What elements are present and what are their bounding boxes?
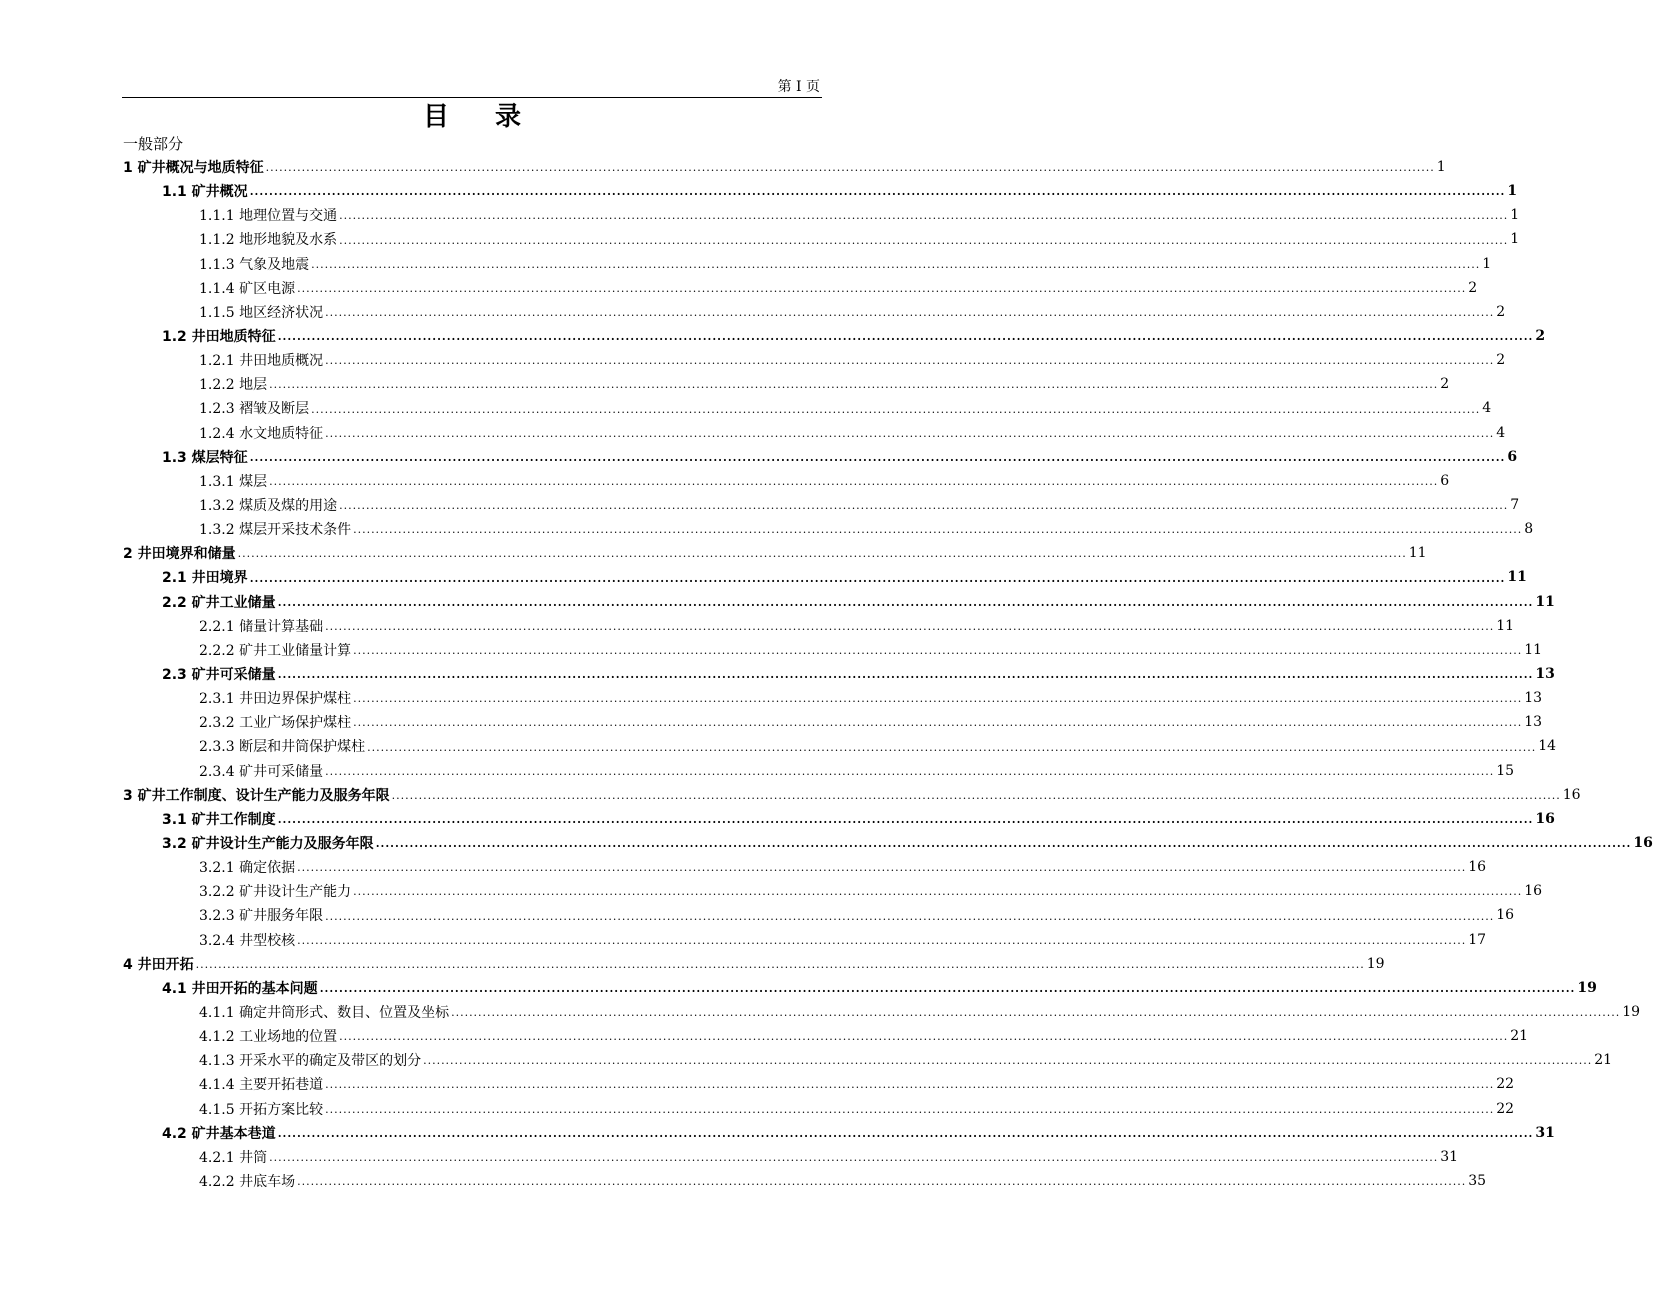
toc-entry[interactable] [0, 1169, 1487, 1193]
toc-entry[interactable] [0, 1024, 1529, 1048]
toc-dot-leader: .................................................................................................................................................................................................................................................................... [423, 1054, 1593, 1068]
toc-entry-title: 1.2.4 水文地质特征 [199, 425, 324, 442]
toc-entry-page: 11 [1507, 569, 1527, 586]
toc-entry-title: 4.1.3 开采水平的确定及带区的划分 [199, 1053, 422, 1070]
toc-dot-leader: .................................................................................................................................................................................................................................................................... [325, 1078, 1495, 1092]
toc-entry[interactable] [0, 1121, 1555, 1145]
toc-dot-leader: .................................................................................................................................................................................................................................................................... [325, 619, 1495, 633]
toc-entry[interactable] [0, 179, 1518, 203]
toc-dot-leader: .................................................................................................................................................................................................................................................................... [325, 764, 1495, 778]
toc-dot-leader: .................................................................................................................................................................................................................................................................... [297, 933, 1467, 947]
toc-entry-title: 1.3.2 煤质及煤的用途 [199, 498, 338, 515]
toc-dot-leader: .................................................................................................................................................................................................................................................................... [265, 161, 1435, 175]
toc-entry-page: 8 [1524, 521, 1534, 538]
toc-entry[interactable] [0, 276, 1478, 300]
toc-entry-title: 2.3.1 井田边界保护煤柱 [199, 691, 352, 708]
toc-entry[interactable] [0, 445, 1518, 469]
toc-entry-page: 11 [1524, 641, 1543, 658]
toc-entry-title: 2 井田境界和储量 [123, 546, 236, 563]
toc-entry[interactable] [0, 469, 1450, 493]
toc-entry-title: 2.2.1 储量计算基础 [199, 618, 324, 635]
toc-entry[interactable] [0, 348, 1506, 372]
toc-entry-title: 4.1.1 确定井筒形式、数目、位置及坐标 [199, 1004, 450, 1021]
toc-dot-leader: .................................................................................................................................................................................................................................................................... [353, 885, 1523, 899]
toc-entry[interactable] [0, 614, 1515, 638]
toc-dot-leader: .................................................................................................................................................................................................................................................................... [353, 716, 1523, 730]
toc-entry-page: 31 [1440, 1148, 1459, 1165]
toc-dot-leader: .................................................................................................................................................................................................................................................................... [237, 547, 1407, 561]
toc-dot-leader: .................................................................................................................................................................................................................................................................... [311, 257, 1481, 271]
toc-entry-page: 16 [1562, 786, 1581, 803]
toc-entry-title: 1.1 矿井概况 [162, 184, 248, 201]
toc-entry-page: 2 [1468, 279, 1478, 296]
toc-entry-title: 2.3.2 工业广场保护煤柱 [199, 715, 352, 732]
toc-entry[interactable] [0, 565, 1527, 589]
toc-dot-leader: .................................................................................................................................................................................................................................................................... [277, 330, 1534, 344]
toc-entry[interactable] [0, 493, 1520, 517]
toc-dot-leader: .................................................................................................................................................................................................................................................................... [269, 474, 1439, 488]
toc-dot-leader: .................................................................................................................................................................................................................................................................... [339, 499, 1509, 513]
toc-entry-page: 19 [1577, 979, 1597, 996]
toc-entry-page: 22 [1496, 1100, 1515, 1117]
toc-entry-title: 1.3.1 煤层 [199, 473, 268, 490]
toc-entry-title: 3 矿井工作制度、设计生产能力及服务年限 [123, 787, 390, 804]
toc-entry-title: 1.1.3 气象及地震 [199, 256, 310, 273]
toc-entry-title: 1.2.1 井田地质概况 [199, 353, 324, 370]
toc-entry[interactable] [0, 638, 1543, 662]
toc-entry-title: 4.2 矿井基本巷道 [162, 1125, 276, 1142]
toc-entry-page: 2 [1496, 352, 1506, 369]
toc-entry-page: 4 [1482, 400, 1492, 417]
toc-dot-leader: .................................................................................................................................................................................................................................................................... [375, 837, 1632, 851]
toc-entry-page: 16 [1633, 835, 1653, 851]
toc-entry-title: 1.3.2 煤层开采技术条件 [199, 522, 352, 539]
toc-entry-page: 19 [1622, 1003, 1641, 1020]
toc-entry-page: 15 [1496, 762, 1515, 779]
toc-entry-page: 31 [1535, 1124, 1555, 1141]
toc-entry-page: 21 [1594, 1052, 1613, 1069]
toc-dot-leader: .................................................................................................................................................................................................................................................................... [269, 378, 1439, 392]
toc-entry[interactable] [0, 1000, 1641, 1024]
toc-dot-leader: .................................................................................................................................................................................................................................................................... [195, 957, 1365, 971]
toc-entry-page: 22 [1496, 1076, 1515, 1093]
toc-entry-title: 4.1.4 主要开拓巷道 [199, 1077, 324, 1094]
toc-entry[interactable] [0, 1072, 1515, 1096]
toc-entry-title: 4 井田开拓 [123, 956, 194, 973]
toc-entry[interactable] [0, 590, 1555, 614]
toc-entry-page: 6 [1507, 448, 1518, 465]
toc-entry[interactable] [0, 1048, 1613, 1072]
toc-entry-title: 1.1.1 地理位置与交通 [199, 208, 338, 225]
toc-entry[interactable] [0, 155, 1446, 179]
toc-entry-title: 3.2 矿井设计生产能力及服务年限 [162, 836, 374, 852]
toc-entry-page: 2 [1440, 376, 1450, 393]
toc-dot-leader: .................................................................................................................................................................................................................................................................... [297, 861, 1467, 875]
toc-entry-page: 13 [1524, 690, 1543, 707]
toc-entry[interactable] [0, 976, 1597, 1000]
toc-dot-leader: .................................................................................................................................................................................................................................................................... [311, 402, 1481, 416]
toc-entry[interactable] [0, 227, 1520, 251]
toc-entry-title: 4.2.2 井底车场 [199, 1173, 296, 1190]
toc-entry-title: 1.2.2 地层 [199, 377, 268, 394]
toc-entry-title: 4.2.1 井筒 [199, 1149, 268, 1166]
toc-entry[interactable] [0, 300, 1506, 324]
section-heading: 一般部分 [123, 135, 184, 153]
toc-entry-title: 3.2.4 井型校核 [199, 932, 296, 949]
toc-dot-leader: .................................................................................................................................................................................................................................................................... [277, 1126, 1534, 1140]
toc-dot-leader: .................................................................................................................................................................................................................................................................... [277, 668, 1534, 682]
toc-entry-page: 13 [1535, 666, 1555, 683]
toc-entry-title: 1.1.5 地区经济状况 [199, 304, 324, 321]
toc-entry-page: 11 [1496, 617, 1515, 634]
toc-entry-title: 1.2 井田地质特征 [162, 329, 276, 346]
toc-entry-title: 4.1.5 开拓方案比较 [199, 1101, 324, 1118]
toc-entry-title: 2.2.2 矿井工业储量计算 [199, 642, 352, 659]
toc-entry-page: 21 [1510, 1028, 1529, 1045]
toc-entry[interactable] [0, 831, 1653, 855]
toc-entry-page: 2 [1496, 303, 1506, 320]
toc-entry-page: 1 [1510, 231, 1520, 248]
toc-entry-page: 14 [1538, 738, 1557, 755]
toc-entry-title: 1.1.2 地形地貌及水系 [199, 232, 338, 249]
toc-entry-page: 16 [1496, 907, 1515, 924]
toc-dot-leader: .................................................................................................................................................................................................................................................................... [325, 426, 1495, 440]
toc-entry-page: 1 [1507, 183, 1518, 200]
toc-entry-page: 7 [1510, 497, 1520, 514]
toc-entry-page: 17 [1468, 931, 1487, 948]
toc-entry-page: 4 [1496, 424, 1506, 441]
toc-entry[interactable] [0, 662, 1555, 686]
toc-entry-page: 1 [1510, 207, 1520, 224]
toc-entry-page: 11 [1535, 593, 1555, 610]
page-number: 第 I 页 [777, 79, 820, 95]
toc-entry[interactable] [0, 710, 1543, 734]
toc-entry[interactable] [0, 783, 1581, 807]
toc-entry-page: 16 [1468, 859, 1487, 876]
toc-entry[interactable] [0, 324, 1546, 348]
toc-entry-title: 3.2.3 矿井服务年限 [199, 908, 324, 925]
toc-dot-leader: .................................................................................................................................................................................................................................................................... [269, 1150, 1439, 1164]
toc-entry-title: 2.3 矿井可采储量 [162, 667, 276, 684]
toc-entry[interactable] [0, 1145, 1459, 1169]
table-of-contents [0, 155, 1653, 1193]
toc-entry[interactable] [0, 421, 1506, 445]
toc-entry[interactable] [0, 372, 1450, 396]
toc-entry-page: 13 [1524, 714, 1543, 731]
toc-entry-page: 2 [1535, 328, 1546, 345]
toc-dot-leader: .................................................................................................................................................................................................................................................................... [325, 1102, 1495, 1116]
toc-dot-leader: .................................................................................................................................................................................................................................................................... [367, 740, 1537, 754]
toc-dot-leader: .................................................................................................................................................................................................................................................................... [277, 812, 1534, 826]
toc-entry[interactable] [0, 541, 1427, 565]
toc-entry-title: 4.1.2 工业场地的位置 [199, 1029, 338, 1046]
toc-dot-leader: .................................................................................................................................................................................................................................................................... [297, 281, 1467, 295]
toc-dot-leader: .................................................................................................................................................................................................................................................................... [319, 981, 1576, 995]
toc-entry[interactable] [0, 203, 1520, 227]
toc-entry-page: 16 [1524, 883, 1543, 900]
toc-dot-leader: .................................................................................................................................................................................................................................................................... [249, 571, 1506, 585]
toc-entry[interactable] [0, 396, 1492, 420]
toc-entry-page: 11 [1408, 545, 1427, 562]
toc-dot-leader: .................................................................................................................................................................................................................................................................... [391, 788, 1561, 802]
toc-entry-title: 1.3 煤层特征 [162, 449, 248, 466]
toc-entry[interactable] [0, 903, 1515, 927]
toc-entry-title: 2.3.4 矿井可采储量 [199, 763, 324, 780]
toc-entry-title: 2.3.3 断层和井筒保护煤柱 [199, 739, 366, 756]
toc-entry-title: 1.2.3 褶皱及断层 [199, 401, 310, 418]
toc-entry-page: 16 [1535, 810, 1555, 827]
toc-entry-page: 19 [1366, 955, 1385, 972]
toc-entry-page: 1 [1436, 159, 1446, 176]
document-title: 目录 [422, 102, 567, 132]
toc-entry[interactable] [0, 686, 1543, 710]
toc-entry[interactable] [0, 734, 1557, 758]
toc-entry[interactable] [0, 879, 1543, 903]
toc-entry-title: 3.1 矿井工作制度 [162, 811, 276, 828]
toc-entry[interactable] [0, 1096, 1515, 1120]
toc-dot-leader: .................................................................................................................................................................................................................................................................... [451, 1006, 1621, 1020]
toc-entry-title: 2.1 井田境界 [162, 570, 248, 587]
toc-dot-leader: .................................................................................................................................................................................................................................................................... [249, 450, 1506, 464]
toc-entry-page: 1 [1482, 255, 1492, 272]
toc-entry[interactable] [0, 807, 1555, 831]
toc-entry-title: 3.2.2 矿井设计生产能力 [199, 884, 352, 901]
toc-dot-leader: .................................................................................................................................................................................................................................................................... [277, 595, 1534, 609]
toc-dot-leader: .................................................................................................................................................................................................................................................................... [339, 233, 1509, 247]
toc-entry-title: 1.1.4 矿区电源 [199, 280, 296, 297]
toc-dot-leader: .................................................................................................................................................................................................................................................................... [353, 523, 1523, 537]
toc-entry-title: 1 矿井概况与地质特征 [123, 160, 264, 177]
toc-entry-page: 35 [1468, 1172, 1487, 1189]
toc-dot-leader: .................................................................................................................................................................................................................................................................... [339, 209, 1509, 223]
toc-entry[interactable] [0, 855, 1487, 879]
toc-entry-title: 3.2.1 确定依据 [199, 860, 296, 877]
toc-dot-leader: .................................................................................................................................................................................................................................................................... [297, 1175, 1467, 1189]
toc-dot-leader: .................................................................................................................................................................................................................................................................... [325, 354, 1495, 368]
toc-entry[interactable] [0, 952, 1385, 976]
toc-dot-leader: .................................................................................................................................................................................................................................................................... [325, 305, 1495, 319]
toc-entry[interactable] [0, 252, 1492, 276]
toc-entry-title: 4.1 井田开拓的基本问题 [162, 980, 318, 997]
toc-entry[interactable] [0, 928, 1487, 952]
toc-entry-page: 6 [1440, 472, 1450, 489]
toc-dot-leader: .................................................................................................................................................................................................................................................................... [353, 643, 1523, 657]
toc-dot-leader: .................................................................................................................................................................................................................................................................... [339, 1030, 1509, 1044]
toc-entry[interactable] [0, 759, 1515, 783]
toc-dot-leader: .................................................................................................................................................................................................................................................................... [353, 692, 1523, 706]
toc-entry[interactable] [0, 517, 1534, 541]
toc-entry-title: 2.2 矿井工业储量 [162, 594, 276, 611]
toc-dot-leader: .................................................................................................................................................................................................................................................................... [249, 185, 1506, 199]
toc-dot-leader: .................................................................................................................................................................................................................................................................... [325, 909, 1495, 923]
